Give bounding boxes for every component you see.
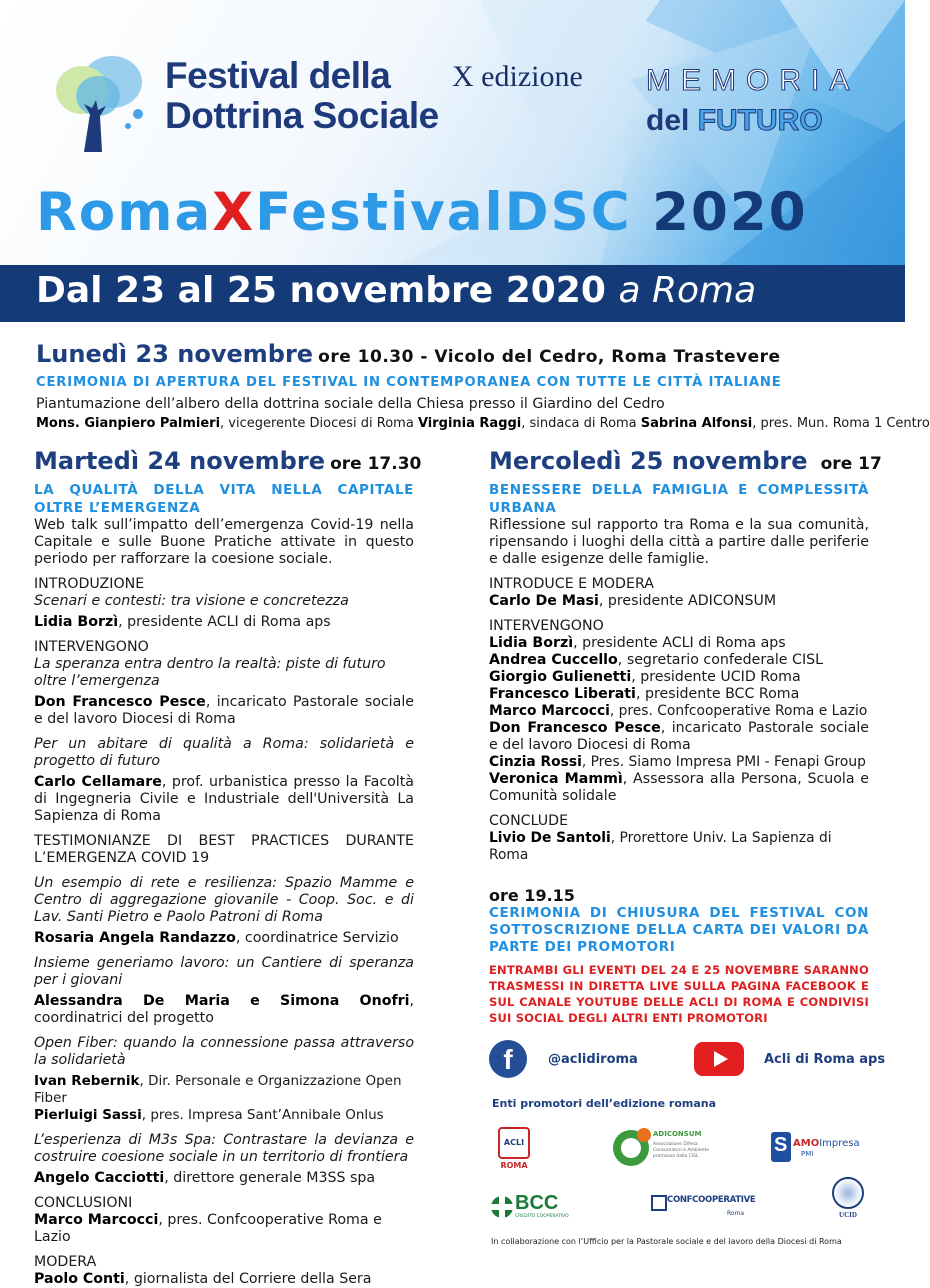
wednesday-introduce-name: Carlo De Masi — [489, 593, 599, 609]
speaker-name: Veronica Mammì — [489, 771, 623, 787]
ucid-text: UCID — [839, 1211, 857, 1219]
monday-p3-name: Sabrina Alfonsi — [640, 416, 753, 431]
festival-name-line2: Dottrina Sociale — [165, 95, 439, 136]
bcc-logo — [491, 1192, 571, 1224]
speaker-role: , segretario confederale CISL — [617, 652, 824, 668]
wednesday-conclude-label: CONCLUDE — [489, 813, 569, 829]
wednesday-section: BENESSERE DELLA FAMIGLIA E COMPLESSITÀ URBANA — [489, 482, 869, 516]
youtube-channel[interactable]: Acli di Roma aps — [764, 1052, 886, 1067]
wednesday-column — [489, 447, 882, 1026]
acli-logo — [496, 1127, 532, 1170]
tuesday-introduzione-role: , presidente ACLI di Roma aps — [118, 614, 331, 630]
monday-p1-name: Mons. Gianpiero Palmieri — [36, 416, 221, 431]
festival-name-line1: Festival della — [165, 55, 391, 96]
tuesday-t3-topic: Un esempio di rete e resilienza: Spazio Mamme e Centro di aggregazione giovanile - Coop. Soc. e di Lav. Santi Pietro e Paolo Patroni di Roma — [34, 875, 414, 925]
wednesday-time: ore 17 — [820, 454, 882, 474]
tuesday-t1-name: Don Francesco Pesce — [34, 694, 206, 710]
tuesday-conclusioni-label: CONCLUSIONI — [34, 1195, 133, 1211]
speaker-role: , incaricato Pastorale sociale e del lavoro Diocesi di Roma — [489, 720, 869, 753]
tuesday-intro: Web talk sull’impatto dell’emergenza Covid-19 nella Capitale e sulle Buone Pratiche attivate in questo periodo per rafforzare la coesione sociale. — [34, 517, 414, 567]
del-word: del — [646, 104, 690, 137]
broadcast-note: ENTRAMBI GLI EVENTI DEL 24 E 25 NOVEMBRE SARANNO TRASMESSI IN DIRETTA LIVE SULLA PAGINA FACEBOOK E SUL CANALE YOUTUBE DELLE ACLI DI ROMA E CONDIVISI SUI SOCIAL DEGLI ALTRI ENTI PROMOTORI — [489, 963, 869, 1025]
monday-heading — [36, 340, 781, 368]
confcooperative-logo — [651, 1194, 756, 1222]
tuesday-t6-role: , direttore generale M3SS spa — [164, 1170, 376, 1186]
title-festival: FestivalDSC — [255, 182, 632, 243]
wednesday-conclude-role: , Prorettore Univ. La Sapienza di Roma — [489, 830, 832, 863]
speaker-name: Giorgio Gulienetti — [489, 669, 632, 685]
speaker-role: , presidente UCID Roma — [631, 669, 801, 685]
confcooperative-text: CONFCOOPERATIVE — [667, 1195, 756, 1205]
monday-section: CERIMONIA DI APERTURA DEL FESTIVAL IN CONTEMPORANEA CON TUTTE LE CITTÀ ITALIANE — [36, 375, 782, 390]
closing-section: CERIMONIA DI CHIUSURA DEL FESTIVAL CON SOTTOSCRIZIONE DELLA CARTA DEI VALORI DA PARTE DEI PROMOTORI — [489, 905, 869, 955]
adiconsum-text: ADICONSUM — [653, 1130, 702, 1138]
monday-day: Lunedì 23 novembre — [36, 340, 314, 368]
futuro-word: FUTURO — [697, 104, 823, 137]
tuesday-t4-name: Alessandra De Maria e Simona Onofri — [34, 993, 410, 1009]
speaker-role: , pres. Confcooperative Roma e Lazio — [609, 703, 868, 719]
tuesday-t2-name: Carlo Cellamare — [34, 774, 162, 790]
speaker-name: Lidia Borzì — [489, 635, 574, 651]
tuesday-t3-role: , coordinatrice Servizio — [235, 930, 399, 946]
wednesday-heading — [489, 447, 882, 475]
tuesday-modera-name: Paolo Conti — [34, 1271, 125, 1287]
speaker-role: , Pres. Siamo Impresa PMI - Fenapi Group — [581, 754, 866, 770]
tuesday-t6-topic: L’esperienza di M3s Spa: Contrastare la devianza e costruire coesione sociale in un territorio di frontiera — [34, 1132, 414, 1165]
acli-logo-text: ROMA — [500, 1161, 528, 1170]
siamo-impresa-logo — [771, 1132, 861, 1168]
pmi-text: PMI — [801, 1150, 814, 1158]
festival-logo-icon — [40, 52, 160, 152]
tuesday-introduzione-name: Lidia Borzì — [34, 614, 119, 630]
promoters-title: Enti promotori dell’edizione romana — [492, 1097, 717, 1110]
tuesday-t6-name: Angelo Cacciotti — [34, 1170, 165, 1186]
main-title — [36, 182, 808, 243]
monday-p2-name: Virginia Raggi — [417, 416, 522, 431]
youtube-icon[interactable] — [694, 1042, 744, 1076]
tuesday-section: LA QUALITÀ DELLA VITA NELLA CAPITALE OLTRE L’EMERGENZA — [34, 482, 414, 516]
confcooperative-subtitle: Roma — [727, 1210, 745, 1217]
tuesday-conclusioni-name: Marco Marcocci — [34, 1212, 159, 1228]
tuesday-t5-role1: , Dir. Personale e Organizzazione Open Fiber — [34, 1073, 402, 1106]
adiconsum-logo — [613, 1128, 723, 1168]
tuesday-heading — [34, 447, 422, 475]
tuesday-t5-role2: , pres. Impresa Sant’Annibale Onlus — [141, 1107, 384, 1123]
tuesday-t3-name: Rosaria Angela Randazzo — [34, 930, 236, 946]
tuesday-t2-topic: Per un abitare di qualità a Roma: solidarietà e progetto di futuro — [34, 736, 414, 769]
tuesday-day: Martedì 24 novembre — [34, 447, 325, 475]
ucid-logo — [831, 1177, 865, 1221]
tuesday-t5-name2: Pierluigi Sassi — [34, 1107, 142, 1123]
adiconsum-subtitle: Associazione Difesa Consumatori e Ambiente promossa dalla CISL — [653, 1142, 710, 1159]
tuesday-t4-topic: Insieme generiamo lavoro: un Cantiere di speranza per i giovani — [34, 955, 414, 988]
tuesday-t1-role: , incaricato Pastorale sociale e del lavoro Diocesi di Roma — [34, 694, 414, 727]
siamo-text: AMO — [793, 1138, 820, 1149]
wednesday-conclude-name: Livio De Santoli — [489, 830, 611, 846]
title-x: X — [212, 182, 256, 243]
collaboration-footer: In collaborazione con l’Ufficio per la Pastorale sociale e del lavoro della Diocesi di Roma — [491, 1237, 842, 1246]
closing-time: ore 19.15 — [489, 886, 575, 905]
festival-name — [165, 56, 439, 136]
speaker-name: Cinzia Rossi — [489, 754, 582, 770]
monday-time-place: ore 10.30 - Vicolo del Cedro, Roma Trastevere — [318, 347, 781, 367]
bcc-subtitle: CREDITO COOPERATIVO — [515, 1214, 569, 1219]
wednesday-introduce-label: INTRODUCE E MODERA — [489, 576, 654, 592]
banner-text — [36, 270, 756, 311]
tuesday-t4-role: , coordinatrici del progetto — [34, 993, 414, 1026]
tuesday-introduzione-label: INTRODUZIONE — [34, 576, 145, 592]
tuesday-testimonianze-label: TESTIMONIANZE DI BEST PRACTICES DURANTE L’EMERGENZA COVID 19 — [34, 833, 414, 866]
facebook-icon[interactable]: f — [489, 1040, 527, 1078]
tuesday-modera-label: MODERA — [34, 1254, 97, 1270]
monday-p1-role: , vicegerente Diocesi di Roma — [220, 416, 414, 431]
monday-p2-role: , sindaca di Roma — [521, 416, 637, 431]
tuesday-time: ore 17.30 — [330, 454, 422, 474]
tuesday-t5-topic: Open Fiber: quando la connessione passa attraverso la solidarietà — [34, 1035, 414, 1068]
facebook-handle[interactable]: @aclidiroma — [548, 1052, 638, 1067]
del-futuro-label — [646, 104, 823, 138]
tuesday-intervengono-label: INTERVENGONO — [34, 639, 149, 655]
speaker-role: , presidente ACLI di Roma aps — [573, 635, 786, 651]
tuesday-introduzione-topic: Scenari e contesti: tra visione e concretezza — [34, 593, 349, 609]
title-year: 2020 — [652, 182, 808, 243]
speaker-name: Don Francesco Pesce — [489, 720, 661, 736]
wednesday-introduce-role: , presidente ADICONSUM — [598, 593, 777, 609]
speaker-name: Andrea Cuccello — [489, 652, 618, 668]
edition-label: X edizione — [452, 60, 583, 93]
tuesday-conclusioni-role: , pres. Confcooperative Roma e Lazio — [34, 1212, 382, 1245]
title-roma: Roma — [36, 182, 213, 243]
acli-logo-mark: ACLI — [498, 1127, 530, 1159]
speaker-role: , Assessora alla Persona, Scuola e Comunità solidale — [489, 771, 870, 804]
memoria-label: MEMORIA — [646, 64, 860, 97]
monday-participants — [36, 415, 930, 432]
speaker-name: Marco Marcocci — [489, 703, 610, 719]
wednesday-intro: Riflessione sul rapporto tra Roma e la sua comunità, ripensando i luoghi della città a partire dalle periferie e dalle esigenze delle famiglie. — [489, 517, 869, 567]
tuesday-t1-topic: La speranza entra dentro la realtà: piste di futuro oltre l’emergenza — [34, 656, 386, 689]
impresa-text: Impresa — [819, 1138, 860, 1149]
banner-dates: Dal 23 al 25 novembre 2020 — [36, 270, 606, 311]
siamo-s-letter: S — [774, 1134, 788, 1156]
bcc-text: BCC — [515, 1192, 559, 1214]
tuesday-t5-name1: Ivan Rebernik — [34, 1073, 140, 1089]
tuesday-modera-role: , giornalista del Corriere della Sera — [124, 1271, 372, 1287]
monday-description: Piantumazione dell’albero della dottrina sociale della Chiesa presso il Giardino del Cedro — [36, 396, 665, 412]
wednesday-day: Mercoledì 25 novembre — [489, 447, 808, 475]
monday-p3-role: , pres. Mun. Roma 1 Centro — [752, 416, 930, 431]
speaker-role: , presidente BCC Roma — [635, 686, 800, 702]
speaker-name: Francesco Liberati — [489, 686, 636, 702]
wednesday-intervengono-label: INTERVENGONO — [489, 618, 604, 634]
banner-city: a Roma — [618, 270, 757, 311]
tuesday-t2-role: , prof. urbanistica presso la Facoltà di Ingegneria Civile e Industriale dell'Università La Sapienza di Roma — [34, 774, 415, 824]
tuesday-column — [34, 447, 422, 1288]
